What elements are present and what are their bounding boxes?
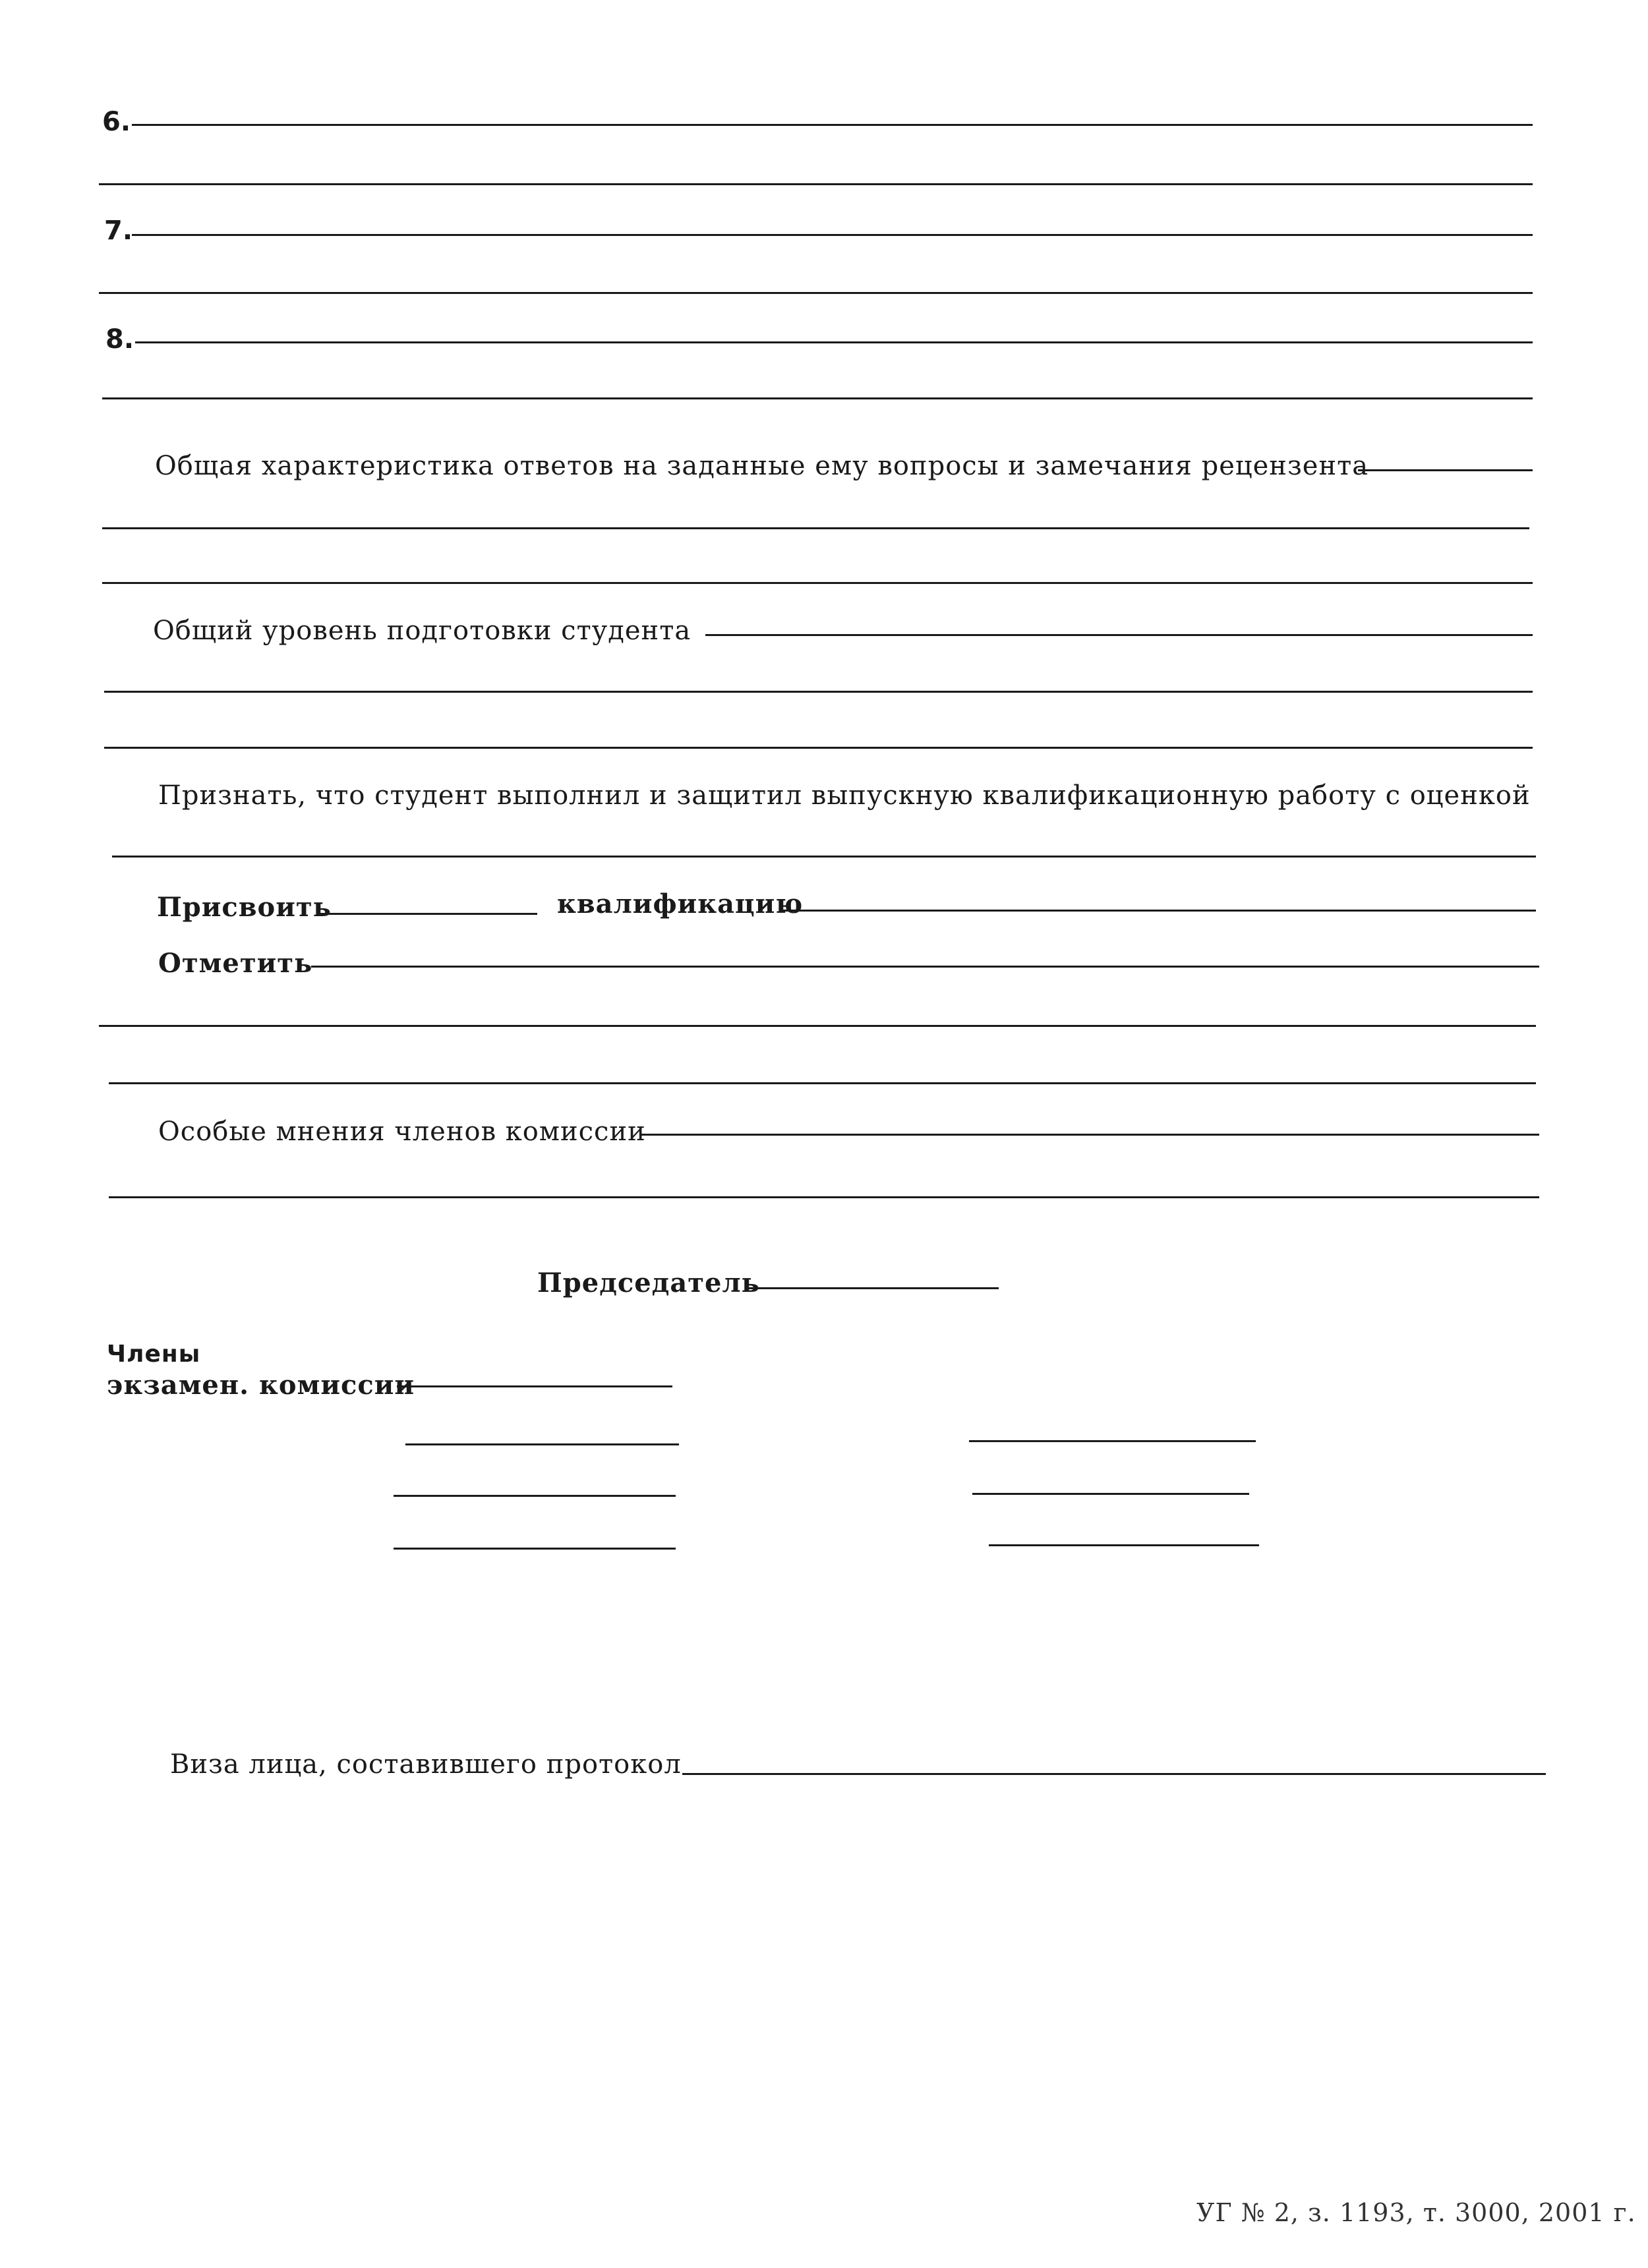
preparation-level-field[interactable] bbox=[705, 634, 1533, 636]
member-signature-line-6[interactable] bbox=[972, 1493, 1249, 1495]
general-characteristic-label: Общая характеристика ответов на заданные ему вопросы и замечания рецензента bbox=[155, 451, 1369, 481]
item-number-8: 8. bbox=[105, 324, 134, 355]
assign-field[interactable] bbox=[320, 913, 537, 915]
general-characteristic-line-3[interactable] bbox=[102, 582, 1533, 584]
chairman-label: Председатель bbox=[537, 1267, 760, 1298]
member-signature-line-7[interactable] bbox=[989, 1544, 1259, 1546]
item-7-line[interactable] bbox=[132, 234, 1533, 236]
special-opinions-line-2[interactable] bbox=[109, 1196, 1539, 1198]
preparation-level-label: Общий уровень подготовки студента bbox=[153, 616, 692, 646]
member-signature-line-2[interactable] bbox=[405, 1443, 679, 1445]
preparation-level-line-3[interactable] bbox=[104, 747, 1533, 749]
note-field[interactable] bbox=[311, 966, 1539, 968]
item-7-continuation-line[interactable] bbox=[99, 292, 1533, 294]
preparation-level-line-2[interactable] bbox=[104, 691, 1533, 693]
qualification-label: квалификацию bbox=[557, 888, 804, 919]
visa-label: Виза лица, составившего протокол bbox=[170, 1749, 682, 1780]
chairman-signature-line[interactable] bbox=[745, 1287, 999, 1289]
print-imprint: УГ № 2, з. 1193, т. 3000, 2001 г. bbox=[1196, 2198, 1636, 2227]
item-number-7: 7. bbox=[104, 216, 133, 246]
visa-signature-line[interactable] bbox=[682, 1773, 1546, 1775]
member-signature-line-5[interactable] bbox=[969, 1440, 1256, 1442]
special-opinions-label: Особые мнения членов комиссии bbox=[158, 1117, 646, 1147]
general-characteristic-line-2[interactable] bbox=[102, 527, 1529, 529]
member-signature-line-3[interactable] bbox=[394, 1495, 676, 1497]
grade-line[interactable] bbox=[112, 856, 1536, 858]
members-label-line-2: экзамен. комиссии bbox=[107, 1370, 415, 1401]
item-6-line[interactable] bbox=[132, 124, 1533, 126]
note-label: Отметить bbox=[158, 948, 313, 979]
item-6-continuation-line[interactable] bbox=[99, 183, 1533, 185]
assign-label: Присвоить bbox=[157, 892, 332, 923]
item-8-continuation-line[interactable] bbox=[102, 397, 1533, 399]
members-label-line-1: Члены bbox=[107, 1341, 201, 1368]
special-opinions-field[interactable] bbox=[639, 1134, 1539, 1136]
member-signature-line-1[interactable] bbox=[397, 1385, 672, 1387]
note-line-3[interactable] bbox=[109, 1082, 1536, 1084]
item-8-line[interactable] bbox=[135, 341, 1533, 343]
recognize-label: Признать, что студент выполнил и защитил выпускную квалификационную работу с оценкой bbox=[158, 780, 1531, 811]
qualification-field[interactable] bbox=[781, 910, 1536, 912]
general-characteristic-field[interactable] bbox=[1358, 469, 1533, 471]
member-signature-line-4[interactable] bbox=[394, 1548, 676, 1550]
item-number-6: 6. bbox=[102, 107, 131, 137]
note-line-2[interactable] bbox=[99, 1025, 1536, 1027]
